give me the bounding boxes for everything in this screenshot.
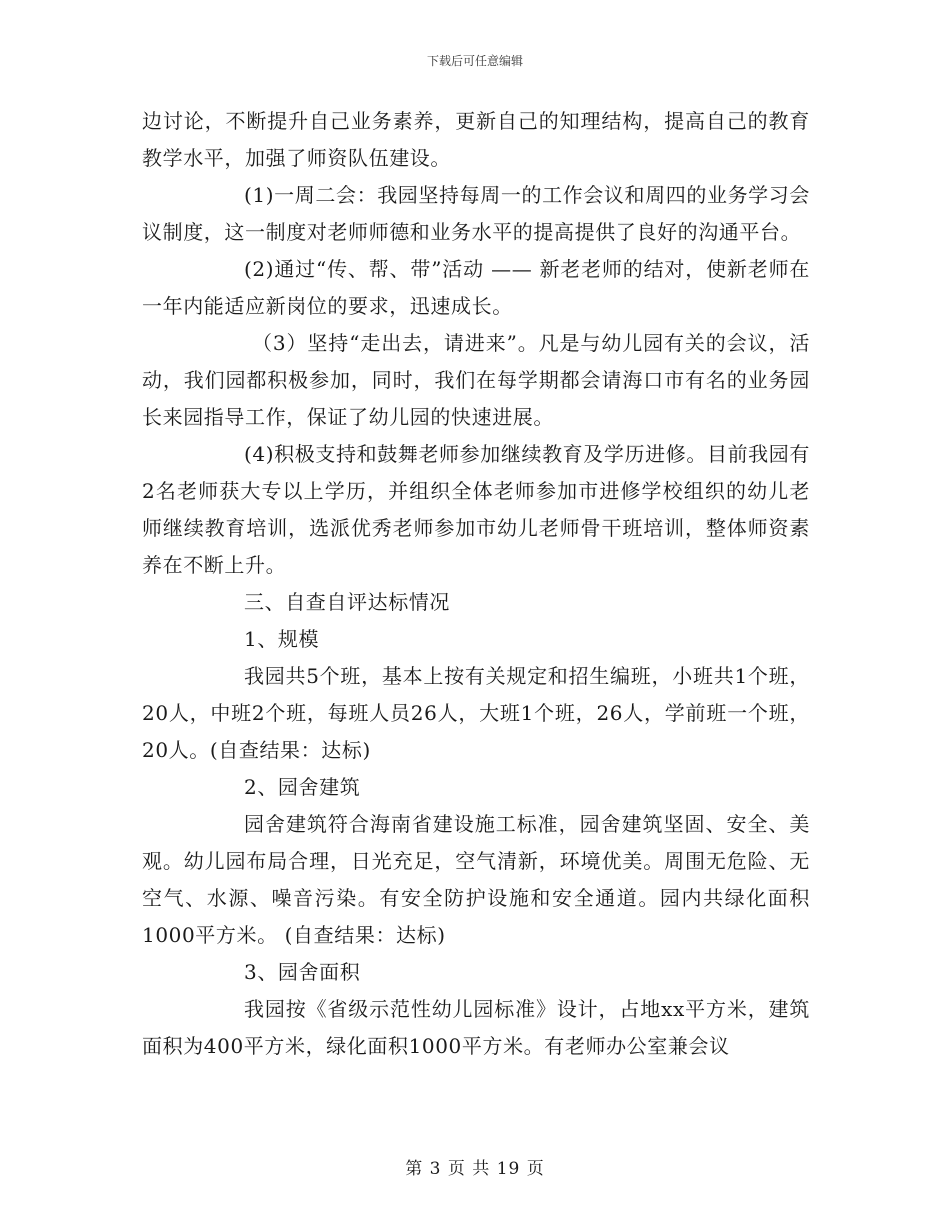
subheading-scale: 1、规模	[244, 627, 320, 651]
section-heading: 三、自查自评达标情况	[244, 590, 450, 614]
paragraph-area: 我园按《省级示范性幼儿园标准》设计，占地xx平方米，建筑面积为400平方米，绿化面积1000平方米。有老师办公室兼会议	[142, 997, 810, 1058]
page-footer: 第 3 页 共 19 页	[405, 1159, 545, 1179]
paragraph-item-1: (1)一周二会：我园坚持每周一的工作会议和周四的业务学习会议制度，这一制度对老师师德和业务水平的提高提供了良好的沟通平台。	[142, 183, 810, 244]
subheading-area: 3、园舍面积	[244, 960, 361, 984]
paragraph-building: 园舍建筑符合海南省建设施工标准，园舍建筑坚固、安全、美观。幼儿园布局合理，日光充足，空气清新，环境优美。周围无危险、无空气、水源、噪音污染。有安全防护设施和安全通道。园内共绿化面积1000平方米。 (自查结果：达标)	[142, 812, 810, 947]
paragraph-item-2: (2)通过“传、帮、带”活动 —— 新老老师的结对，使新老师在一年内能适应新岗位的要求，迅速成长。	[142, 257, 810, 318]
paragraph-continuation: 边讨论，不断提升自己业务素养，更新自己的知理结构，提高自己的教育教学水平，加强了师资队伍建设。	[142, 109, 810, 170]
subheading-building: 2、园舍建筑	[244, 775, 361, 799]
paragraph-scale: 我园共5个班，基本上按有关规定和招生编班，小班共1个班，20人，中班2个班，每班人员26人，大班1个班，26人，学前班一个班，20人。(自查结果：达标)	[142, 664, 810, 762]
page-header: 下载后可任意编辑	[426, 54, 523, 68]
document-body	[142, 103, 810, 1065]
paragraph-item-4: (4)积极支持和鼓舞老师参加继续教育及学历进修。目前我园有2名老师获大专以上学历，并组织全体老师参加市进修学校组织的幼儿老师继续教育培训，选派优秀老师参加市幼儿老师骨干班培训，整体师资素养在不断上升。	[142, 442, 810, 577]
paragraph-item-3: （3）坚持“走出去，请进来”。凡是与幼儿园有关的会议，活动，我们园都积极参加，同时，我们在每学期都会请海口市有名的业务园长来园指导工作，保证了幼儿园的快速进展。	[142, 331, 810, 429]
